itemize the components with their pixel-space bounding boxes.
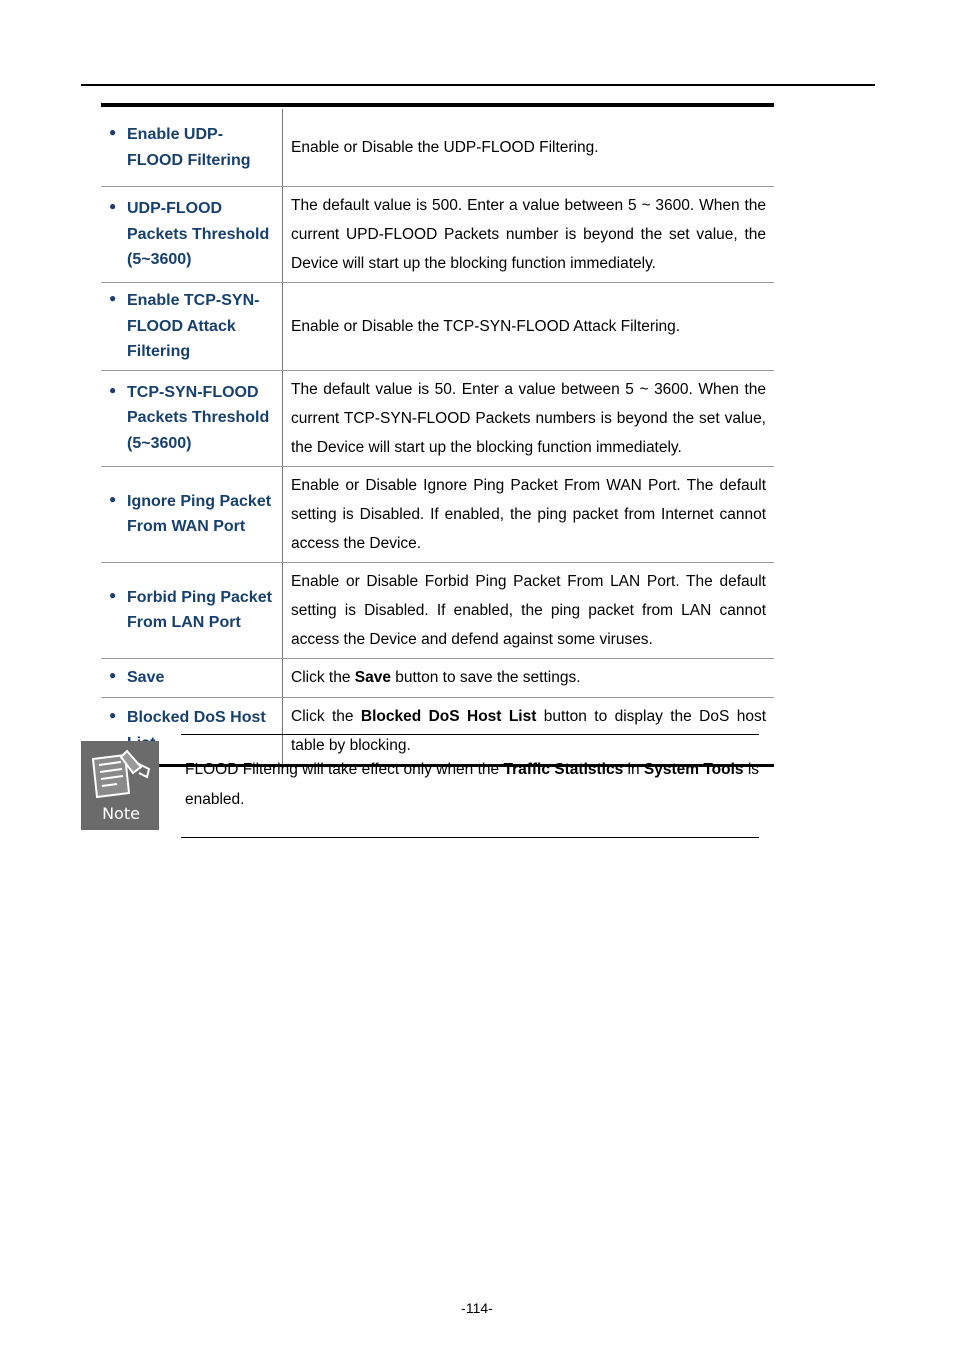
note-bold-text: Traffic Statistics	[503, 761, 624, 778]
parameter-description-cell	[283, 563, 774, 658]
parameter-name: Ignore Ping Packet From WAN Port	[127, 492, 272, 535]
table-row	[101, 563, 774, 659]
description-text: button to display the DoS host table by blocking.	[291, 707, 766, 754]
bullet-icon: ●	[109, 382, 117, 397]
note-text-span: FLOOD Filtering will take effect only when the	[185, 761, 504, 778]
note-text-span: is enabled.	[185, 761, 760, 808]
parameter-name-cell	[101, 109, 283, 186]
parameter-name-cell	[101, 371, 283, 466]
parameter-name: Enable UDP-FLOOD Filtering	[127, 126, 251, 169]
bullet-icon: ●	[109, 667, 117, 682]
note-top-rule	[181, 734, 759, 735]
description-text: Enable or Disable the TCP-SYN-FLOOD Attack Filtering.	[291, 317, 681, 335]
table-row	[101, 467, 774, 563]
parameter-name-cell	[101, 283, 283, 370]
parameter-description-cell	[283, 659, 774, 697]
parameter-name-cell	[101, 187, 283, 282]
page-number: -114-	[461, 1300, 493, 1316]
bullet-icon: ●	[109, 708, 117, 722]
table-row	[101, 187, 774, 283]
note-bold-text: System Tools	[643, 761, 744, 778]
bullet-icon: ●	[109, 491, 117, 506]
description-text: Click the	[291, 669, 355, 686]
parameter-name-cell	[101, 467, 283, 562]
parameter-description-cell	[283, 187, 774, 282]
parameter-name-cell	[101, 563, 283, 658]
parameter-name: Blocked DoS Host	[127, 709, 266, 726]
description-text: Click the	[291, 707, 361, 725]
parameter-description-cell	[283, 698, 774, 764]
bullet-icon: ●	[109, 587, 117, 602]
bullet-icon: ●	[109, 125, 117, 139]
parameter-description-cell	[283, 283, 774, 370]
note-bottom-rule	[181, 837, 759, 838]
table-row	[101, 109, 774, 187]
note-icon	[81, 741, 159, 830]
description-text: Enable or Disable Ignore Ping Packet From WAN Port. The default setting is Disabled. If enabled, the ping packet from Internet cannot access the Device.	[291, 476, 766, 552]
parameter-name: Save	[127, 668, 165, 686]
parameter-table	[101, 103, 774, 767]
description-text: button to save the settings.	[390, 669, 581, 686]
table-top-rule	[101, 103, 774, 107]
table-row	[101, 283, 774, 371]
parameter-name: Enable TCP-SYN-FLOOD Attack Filtering	[127, 292, 260, 360]
description-text: Enable or Disable Forbid Ping Packet From LAN Port. The default setting is Disabled. If enabled, the ping packet from LAN cannot access the Device and defend against some viruses.	[291, 572, 766, 648]
parameter-name: UDP-FLOOD Packets Threshold (5~3600)	[127, 200, 270, 269]
bullet-icon: ●	[109, 291, 117, 305]
parameter-name-cell	[101, 659, 283, 697]
description-bold-text: Blocked DoS Host List	[360, 707, 537, 725]
parameter-description-cell	[283, 109, 774, 186]
parameter-name: TCP-SYN-FLOOD Packets Threshold (5~3600)	[127, 383, 270, 452]
description-text: Enable or Disable the UDP-FLOOD Filtering.	[291, 139, 599, 156]
parameter-description-cell	[283, 467, 774, 562]
table-row	[101, 371, 774, 467]
note-text-span: in	[623, 761, 644, 778]
bullet-icon: ●	[109, 199, 117, 214]
description-text: The default value is 50. Enter a value between 5 ~ 3600. When the current TCP-SYN-FLOOD Packets numbers is beyond the set value, the Device will start up the blocking function immediately.	[291, 380, 766, 456]
parameter-name: Forbid Ping Packet From LAN Port	[127, 588, 272, 631]
description-bold-text: Save	[354, 669, 391, 686]
parameter-description-cell	[283, 371, 774, 466]
note-text	[185, 755, 763, 815]
header-rule	[81, 84, 875, 86]
note-icon-label: Note	[102, 804, 140, 823]
description-text: The default value is 500. Enter a value between 5 ~ 3600. When the current UPD-FLOOD Packets number is beyond the set value, the Device will start up the blocking function immediately.	[291, 197, 766, 272]
table-row	[101, 659, 774, 698]
